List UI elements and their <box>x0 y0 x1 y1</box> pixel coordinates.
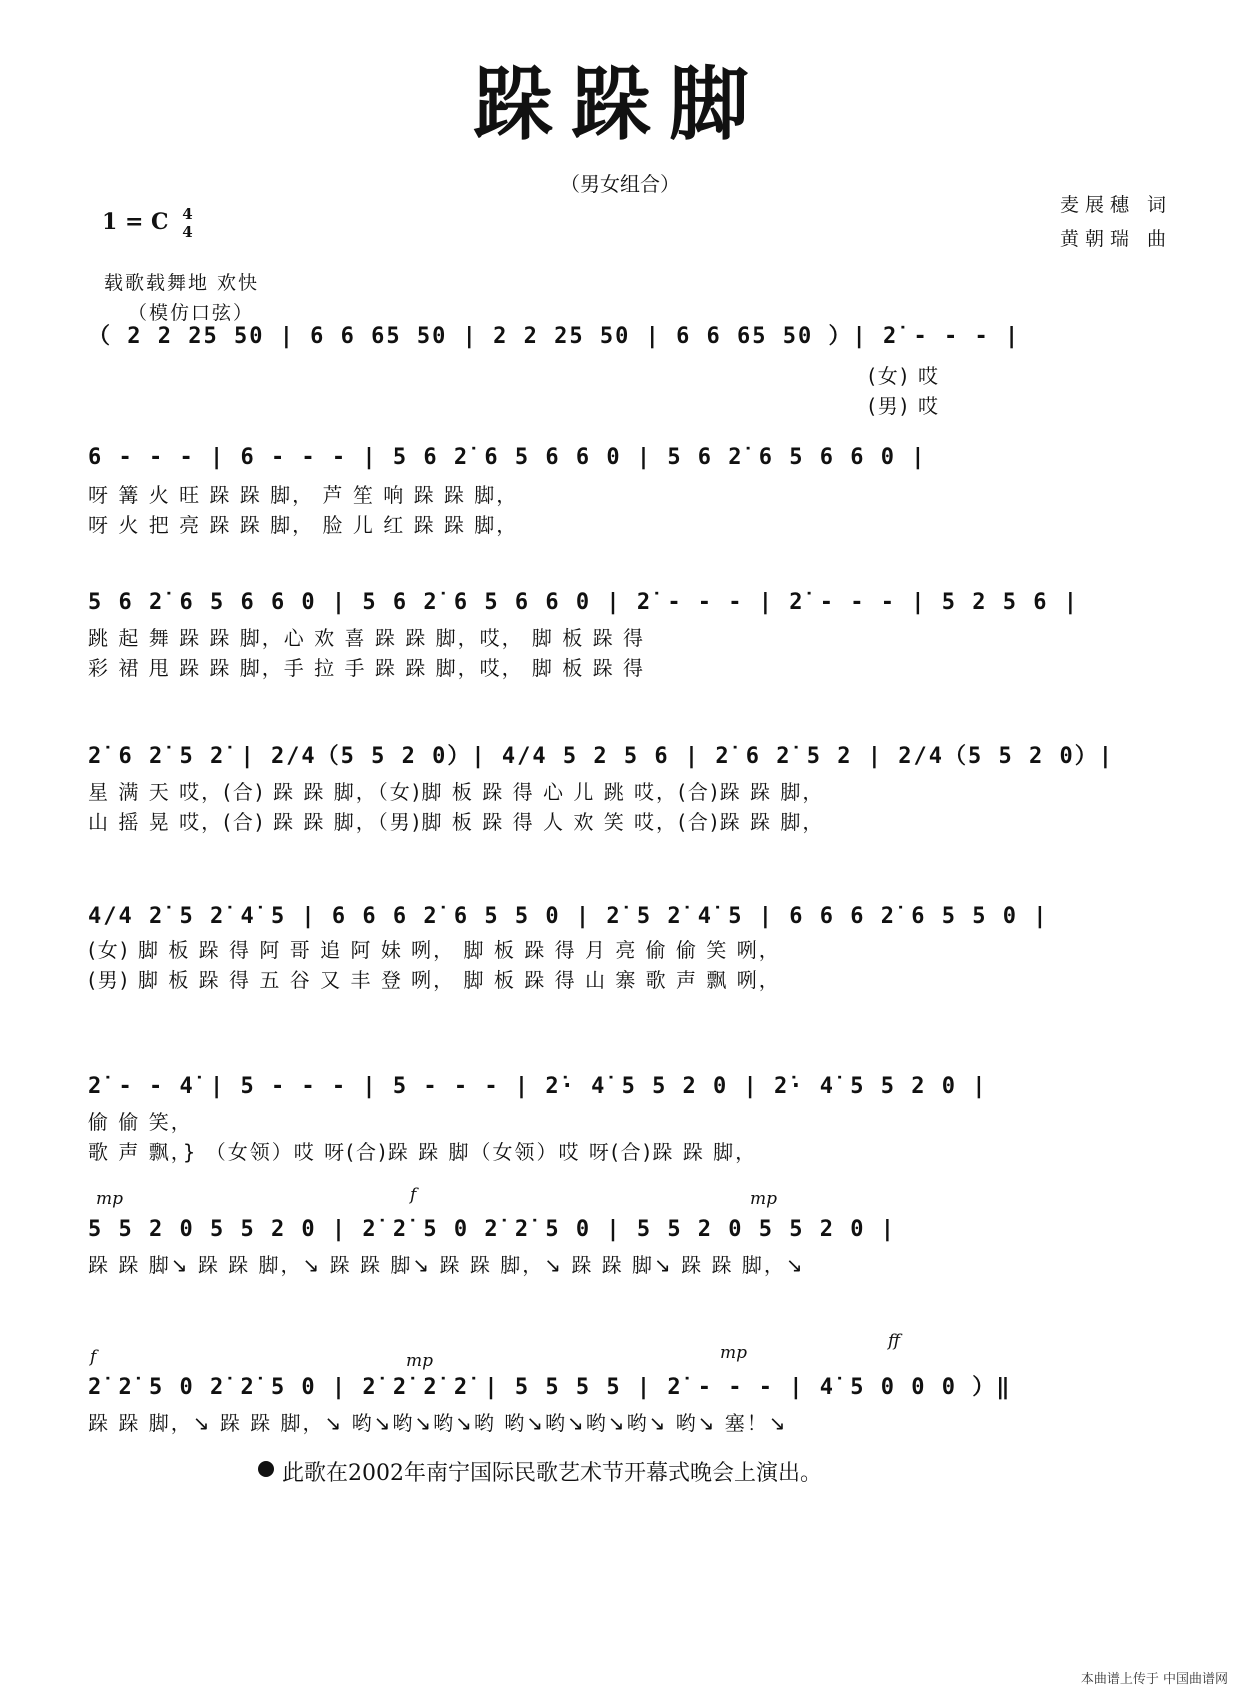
lyric-line-2: (男) 哎 <box>868 394 940 418</box>
dynamic-mark: ff <box>888 1331 901 1351</box>
score-row-3 <box>88 588 1184 688</box>
key-label: 1 = C <box>102 209 169 235</box>
composer-credit: 黄朝瑞 曲 <box>1059 228 1172 250</box>
score-row-6 <box>88 1072 1184 1172</box>
notation-line: 4/4 2̇ 5 2̇ 4̇ 5 | 6 6 6 2̇ 6 5 5 0 | 2̇ 5 2̇ 4̇ 5 | 6 6 6 2̇ 6 5 5 0 | <box>88 904 1049 929</box>
subtitle: （男女组合） <box>560 172 680 196</box>
lyricist-credit: 麦展穗 词 <box>1059 194 1172 216</box>
time-signature <box>182 205 192 241</box>
lyric-line-2: 歌 声 飘，} （女领）哎 呀(合)跺 跺 脚（女领）哎 呀(合)跺 跺 脚， <box>88 1140 758 1164</box>
bullet-icon <box>258 1461 274 1477</box>
score-row-2 <box>88 443 1184 543</box>
lyric-line-2: 呀 火 把 亮 跺 跺 脚， 脸 儿 红 跺 跺 脚， <box>88 513 519 537</box>
score-row-1 <box>88 322 1184 422</box>
dynamic-mark: mp <box>96 1189 124 1209</box>
lyric-line-1: 星 满 天 哎，(合) 跺 跺 脚，（女)脚 板 跺 得 心 儿 跳 哎，(合)跺 跺 脚， <box>88 780 825 804</box>
lyric-line-1: 跳 起 舞 跺 跺 脚，心 欢 喜 跺 跺 脚，哎， 脚 板 跺 得 <box>88 626 646 650</box>
notation-line: （ 2 2 25 50 | 6 6 65 50 | 2 2 25 50 | 6 6 65 50 ）| 2̇ - - - | <box>88 324 1021 349</box>
footer-watermark: 本曲谱上传于 中国曲谱网 <box>1080 1672 1228 1687</box>
lyric-line-1: (女) 哎 <box>868 364 940 388</box>
score-row-5 <box>88 902 1184 1002</box>
dynamic-mark: f <box>90 1347 97 1367</box>
score-row-7 <box>88 1185 1184 1305</box>
performance-note: 此歌在2002年南宁国际民歌艺术节开幕式晚会上演出。 <box>282 1461 822 1486</box>
notation-line: 5 6 2̇ 6 5 6 6 0 | 5 6 2̇ 6 5 6 6 0 | 2̇ - - - | 2̇ - - - | 5 2 5 6 | <box>88 590 1079 615</box>
notation-line: 2̇ 2̇ 5 0 2̇ 2̇ 5 0 | 2̇ 2̇ 2̇ 2̇ | 5 5 5 5 | 2̇ - - - | 4̇ 5 0 0 0 ）‖ <box>88 1375 1012 1400</box>
lyric-line-1: 呀 篝 火 旺 跺 跺 脚， 芦 笙 响 跺 跺 脚， <box>88 483 519 507</box>
song-title: 跺跺脚 <box>473 58 767 151</box>
lyric-line-1: (女) 脚 板 跺 得 阿 哥 追 阿 妹 咧， 脚 板 跺 得 月 亮 偷 偷 笑 咧， <box>88 938 781 962</box>
lyric-line-2: (男) 脚 板 跺 得 五 谷 又 丰 登 咧， 脚 板 跺 得 山 寨 歌 声 飘 咧， <box>88 968 781 992</box>
tempo-note: （模仿口弦） <box>128 302 255 324</box>
key-signature <box>102 205 193 241</box>
score-row-8 <box>88 1331 1184 1463</box>
lyric-line-1: 跺 跺 脚，↘ 跺 跺 脚，↘ 哟↘哟↘哟↘哟 哟↘哟↘哟↘哟↘ 哟↘ 塞！↘ <box>88 1411 788 1435</box>
notation-line: 2̇ 6 2̇ 5 2̇ | 2/4（5 5 2 0）| 4/4 5 2 5 6 | 2̇ 6 2̇ 5 2 | 2/4（5 5 2 0）| <box>88 744 1114 769</box>
lyric-line-2: 山 摇 晃 哎，(合) 跺 跺 脚，（男)脚 板 跺 得 人 欢 笑 哎，(合)跺 跺 脚， <box>88 810 825 834</box>
time-bottom: 4 <box>182 223 193 241</box>
time-top: 4 <box>182 205 193 223</box>
lyric-line-1: 跺 跺 脚↘ 跺 跺 脚，↘ 跺 跺 脚↘ 跺 跺 脚，↘ 跺 跺 脚↘ 跺 跺 脚，↘ <box>88 1253 805 1277</box>
dynamic-mark: mp <box>406 1351 434 1371</box>
dynamic-mark: f <box>410 1185 417 1205</box>
lyric-line-1: 偷 偷 笑， <box>88 1110 193 1134</box>
dynamic-mark: mp <box>720 1343 748 1363</box>
dynamic-mark: mp <box>750 1189 778 1209</box>
notation-line: 6 - - - | 6 - - - | 5 6 2̇ 6 5 6 6 0 | 5 6 2̇ 6 5 6 6 0 | <box>88 445 927 470</box>
tempo-marking: 载歌载舞地 欢快 <box>104 272 260 294</box>
lyric-line-2: 彩 裙 甩 跺 跺 脚，手 拉 手 跺 跺 脚，哎， 脚 板 跺 得 <box>88 656 646 680</box>
notation-line: 2̇ - - 4̇ | 5 - - - | 5 - - - | 2̇· 4̇ 5 5 2 0 | 2̇· 4̇ 5 5 2 0 | <box>88 1074 988 1099</box>
score-row-4 <box>88 742 1184 842</box>
notation-line: 5 5 2 0 5 5 2 0 | 2̇ 2̇ 5 0 2̇ 2̇ 5 0 | 5 5 2 0 5 5 2 0 | <box>88 1217 896 1242</box>
